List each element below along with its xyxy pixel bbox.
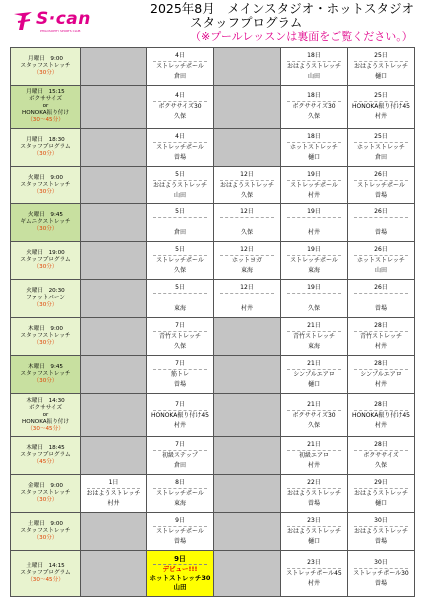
lesson-cell [348, 356, 415, 394]
lesson-teacher: 久保 [240, 229, 253, 237]
schedule-row [11, 280, 415, 318]
lesson-program: 青竹ストレッチ [293, 333, 335, 341]
no-class-cell [81, 550, 147, 596]
special-lesson-cell [147, 550, 214, 596]
class-time: 月曜日 15:15 [26, 89, 65, 96]
lesson-teacher: 曽場 [374, 229, 387, 237]
lesson-program: 筋トレ [170, 371, 189, 379]
lesson-date: 25日 [354, 51, 408, 62]
class-label [11, 204, 81, 242]
lesson-date: 19日 [287, 283, 341, 294]
lesson-cell [348, 318, 415, 356]
lesson-teacher: 曽場 [374, 579, 387, 587]
class-duration: （30分） [33, 150, 58, 157]
lesson-date: 12日 [220, 207, 274, 218]
no-class-cell [81, 204, 147, 242]
no-class-cell [81, 394, 147, 437]
scan-logo [12, 8, 90, 36]
class-time: 木曜日 14:30 [26, 397, 65, 404]
no-class-cell [214, 48, 281, 86]
class-time: 木曜日 9:00 [28, 326, 63, 333]
lesson-program: ホットヨガ [231, 257, 262, 265]
schedule-row [11, 474, 415, 512]
lesson-cell [214, 204, 281, 242]
lesson-program: ボクササイズ30 [292, 411, 336, 419]
lesson-program: ストレッチポール [290, 181, 338, 189]
lesson-date: 19日 [287, 245, 341, 256]
class-name: スタッフストレッチ [20, 489, 71, 496]
lesson-cell [348, 474, 415, 512]
lesson-date: 25日 [354, 91, 408, 102]
class-name: スタッフプログラム [20, 143, 71, 150]
no-class-cell [81, 512, 147, 550]
lesson-program: ストレッチポール [156, 143, 204, 151]
lesson-teacher: 倉田 [173, 72, 186, 80]
lesson-teacher: 村井 [307, 579, 320, 587]
class-time: 金曜日 9:00 [28, 482, 63, 489]
lesson-teacher: 東海 [307, 267, 320, 275]
class-duration: （30分） [33, 378, 58, 385]
lesson-cell [281, 204, 348, 242]
lesson-date: 28日 [354, 321, 408, 332]
lesson-cell [348, 394, 415, 437]
header [0, 0, 424, 46]
lesson-program: おはようストレッチ [354, 62, 408, 70]
class-label [11, 436, 81, 474]
lesson-date: 25日 [354, 132, 408, 143]
no-class-cell [214, 318, 281, 356]
lesson-program: おはようストレッチ [86, 489, 141, 497]
lesson-cell [348, 166, 415, 204]
lesson-teacher: 山田 [374, 267, 387, 275]
lesson-teacher: 久保 [240, 191, 253, 199]
schedule-row [11, 512, 415, 550]
lesson-cell [147, 356, 214, 394]
lesson-date: 12日 [220, 283, 274, 294]
lesson-teacher: 久保 [307, 421, 320, 429]
class-duration: （30～45分） [27, 117, 64, 124]
lesson-program: ストレッチポール [156, 62, 204, 70]
lesson-program: HONOKA振り付け45 [351, 103, 410, 111]
no-class-cell [81, 318, 147, 356]
lesson-cell [214, 166, 281, 204]
lesson-date: 28日 [354, 440, 408, 451]
lesson-program: おはようストレッチ [287, 62, 341, 70]
lesson-date: 30日 [354, 558, 408, 569]
lesson-cell [281, 550, 348, 596]
lesson-teacher: 久保 [173, 343, 186, 351]
no-class-cell [214, 512, 281, 550]
lesson-cell [214, 242, 281, 280]
lesson-program: おはようストレッチ [354, 489, 408, 497]
lesson-cell [281, 318, 348, 356]
lesson-teacher: 東海 [173, 305, 186, 313]
class-time: 木曜日 9:45 [28, 364, 63, 371]
class-name-alt: HONOKA振り付け [22, 418, 69, 425]
lesson-teacher: 村井 [240, 305, 253, 313]
lesson-teacher: 村井 [374, 343, 387, 351]
lesson-program: ホットストレッチ [290, 143, 338, 151]
lesson-teacher: 久保 [307, 113, 320, 121]
lesson-date: 28日 [354, 359, 408, 370]
class-duration: （30～45分） [27, 576, 64, 583]
lesson-date: 26日 [354, 170, 408, 181]
lesson-program [281, 294, 347, 304]
lesson-date: 18日 [287, 132, 341, 143]
class-label [11, 318, 81, 356]
lesson-cell [348, 242, 415, 280]
lesson-date: 7日 [153, 321, 207, 332]
lesson-cell [281, 48, 348, 86]
lesson-teacher: 曽場 [374, 537, 387, 545]
lesson-date: 1日 [87, 478, 140, 489]
lesson-date: 5日 [153, 170, 207, 181]
lesson-date: 22日 [287, 478, 341, 489]
lesson-program: 初級エアロ [298, 451, 329, 459]
lesson-program: おはようストレッチ [287, 527, 341, 535]
class-duration: （30分） [33, 226, 58, 233]
lesson-program: ホットストレッチ [357, 257, 405, 265]
lesson-teacher: 村井 [307, 461, 320, 469]
lesson-teacher: 村井 [374, 421, 387, 429]
lesson-cell [348, 550, 415, 596]
no-class-cell [81, 166, 147, 204]
lesson-teacher: 村井 [374, 113, 387, 121]
lesson-date: 5日 [153, 207, 207, 218]
no-class-cell [214, 394, 281, 437]
lesson-teacher: 倉田 [374, 153, 387, 161]
title-line-2: スタッフプログラム [190, 15, 303, 30]
lesson-program: ストレッチポール [156, 489, 204, 497]
lesson-date: 26日 [354, 283, 408, 294]
lesson-program: シンプルエアロ [293, 371, 335, 379]
class-duration: （30分） [33, 340, 58, 347]
class-name: スタッフストレッチ [20, 527, 71, 534]
lesson-program: 青竹ストレッチ [159, 333, 201, 341]
lesson-program: ストレッチポール30 [353, 569, 409, 577]
lesson-teacher: 樋口 [307, 153, 320, 161]
lesson-teacher: 久保 [173, 267, 186, 275]
class-time: 火曜日 9:00 [28, 174, 63, 181]
lesson-date: 5日 [153, 283, 207, 294]
class-name: スタッフストレッチ [20, 371, 71, 378]
lesson-cell [348, 280, 415, 318]
lesson-cell [147, 474, 214, 512]
lesson-cell [348, 128, 415, 166]
no-class-cell [81, 280, 147, 318]
title-note: （※プールレッスンは裏面をご覧ください。） [190, 30, 413, 43]
schedule-row [11, 204, 415, 242]
lesson-date: 9日 [153, 554, 207, 565]
lesson-date: 19日 [287, 207, 341, 218]
lesson-program: HONOKA振り付け45 [150, 411, 209, 419]
lesson-program [214, 294, 280, 304]
lesson-program: おはようストレッチ [220, 181, 274, 189]
schedule-row [11, 550, 415, 596]
lesson-program: ストレッチポール [156, 257, 204, 265]
no-class-cell [81, 48, 147, 86]
class-name: スタッフプログラム [20, 257, 71, 264]
lesson-cell [281, 242, 348, 280]
class-time: 火曜日 20:30 [26, 288, 65, 295]
lesson-program [147, 218, 213, 228]
lesson-date: 26日 [354, 207, 408, 218]
lesson-teacher: 山田 [173, 191, 186, 199]
lesson-date: 4日 [153, 51, 207, 62]
logo-subtext: PHILOSOPHY SPORTS CLUB [40, 29, 81, 33]
lesson-cell [147, 436, 214, 474]
class-label [11, 394, 81, 437]
class-name: スタッフプログラム [20, 569, 71, 576]
class-time: 火曜日 19:00 [26, 250, 65, 257]
lesson-date: 29日 [354, 478, 408, 489]
no-class-cell [81, 436, 147, 474]
lesson-teacher: 倉田 [173, 229, 186, 237]
class-time: 木曜日 18:45 [26, 444, 65, 451]
lesson-date: 21日 [287, 359, 341, 370]
lesson-teacher: 樋口 [307, 381, 320, 389]
lesson-teacher: 久保 [173, 113, 186, 121]
class-label [11, 242, 81, 280]
class-label [11, 474, 81, 512]
lesson-cell [281, 436, 348, 474]
no-class-cell [81, 356, 147, 394]
lesson-date: 23日 [287, 516, 341, 527]
lesson-program: ホットストレッチ [357, 143, 405, 151]
class-time: 火曜日 9:45 [28, 212, 63, 219]
no-class-cell [81, 128, 147, 166]
class-label [11, 128, 81, 166]
class-duration: （45分） [33, 458, 58, 465]
lesson-program: シンプルエアロ [360, 371, 402, 379]
lesson-program: ストレッチポール [290, 257, 338, 265]
lesson-teacher: 倉田 [173, 461, 186, 469]
lesson-teacher: 久保 [307, 305, 320, 313]
lesson-program: ボクササイズ [363, 451, 399, 459]
lesson-date: 23日 [287, 558, 341, 569]
class-name-or: or [42, 411, 49, 418]
debut-badge: デビュー!!! [162, 565, 198, 574]
schedule-row [11, 356, 415, 394]
lesson-teacher: 樋口 [374, 499, 387, 507]
lesson-cell [281, 474, 348, 512]
lesson-program: ストレッチポール [156, 527, 204, 535]
lesson-teacher: 曽場 [374, 191, 387, 199]
lesson-date: 7日 [153, 359, 207, 370]
lesson-teacher: 曽場 [173, 537, 186, 545]
class-duration: （30～45分） [27, 425, 64, 432]
class-name: スタッフストレッチ [20, 181, 71, 188]
lesson-teacher: 村井 [173, 421, 186, 429]
lesson-teacher: 村井 [107, 499, 120, 507]
lesson-date: 4日 [153, 132, 207, 143]
lesson-cell [281, 166, 348, 204]
class-duration: （30分） [33, 496, 58, 503]
lesson-cell [147, 280, 214, 318]
lesson-date: 21日 [287, 440, 341, 451]
no-class-cell [214, 550, 281, 596]
lesson-cell [281, 356, 348, 394]
schedule-row [11, 436, 415, 474]
class-duration: （30分） [33, 302, 58, 309]
lesson-teacher: 樋口 [307, 537, 320, 545]
lesson-cell [348, 85, 415, 128]
lesson-cell [348, 512, 415, 550]
schedule-row [11, 394, 415, 437]
lesson-teacher: 山田 [173, 583, 187, 592]
lesson-date: 12日 [220, 170, 274, 181]
schedule-row [11, 166, 415, 204]
lesson-program: ボクササイズ30 [158, 103, 202, 111]
lesson-program [147, 294, 213, 304]
class-name: ボクササイズ [28, 404, 63, 411]
lesson-date: 19日 [287, 170, 341, 181]
lesson-teacher: 村井 [307, 229, 320, 237]
schedule-row [11, 48, 415, 86]
class-label [11, 512, 81, 550]
class-duration: （30分） [33, 534, 58, 541]
lesson-program [281, 218, 347, 228]
schedule-row [11, 242, 415, 280]
lesson-program: ボクササイズ30 [292, 103, 336, 111]
class-name: ボクササイズ [28, 96, 63, 103]
lesson-program: 青竹ストレッチ [360, 333, 402, 341]
lesson-cell [281, 280, 348, 318]
class-label [11, 550, 81, 596]
title-line-1: 2025年8月 メインスタジオ・ホットスタジオ [150, 1, 415, 16]
class-label [11, 85, 81, 128]
class-label [11, 356, 81, 394]
lesson-cell [147, 85, 214, 128]
lesson-date: 9日 [153, 516, 207, 527]
lesson-cell [281, 512, 348, 550]
lesson-program: おはようストレッチ [153, 181, 207, 189]
lesson-program [214, 218, 280, 228]
no-class-cell [81, 242, 147, 280]
lesson-teacher: 村井 [374, 381, 387, 389]
lesson-teacher: 東海 [240, 267, 253, 275]
no-class-cell [214, 474, 281, 512]
lesson-teacher: 曽場 [307, 499, 320, 507]
lesson-cell [348, 204, 415, 242]
lesson-program: おはようストレッチ [354, 527, 408, 535]
lesson-date: 28日 [354, 400, 408, 411]
class-name: ギムニクストレッチ [20, 219, 71, 226]
class-label [11, 48, 81, 86]
class-time: 月曜日 9:00 [28, 55, 63, 62]
lesson-teacher: 曽場 [173, 381, 186, 389]
lesson-date: 7日 [153, 400, 207, 411]
lesson-date: 21日 [287, 321, 341, 332]
lesson-program: ホットストレッチ30 [149, 574, 211, 583]
lesson-cell [147, 204, 214, 242]
class-duration: （30分） [33, 264, 58, 271]
lesson-cell [281, 85, 348, 128]
lesson-cell [281, 394, 348, 437]
no-class-cell [214, 356, 281, 394]
class-time: 土曜日 9:00 [28, 520, 63, 527]
lesson-program: HONOKA振り付け45 [351, 411, 410, 419]
class-duration: （30分） [33, 69, 58, 76]
lesson-program: ストレッチポール45 [286, 569, 342, 577]
lesson-cell [348, 48, 415, 86]
lesson-date: 18日 [287, 51, 341, 62]
lesson-date: 4日 [153, 91, 207, 102]
class-time: 土曜日 14:15 [26, 562, 65, 569]
lesson-date: 7日 [153, 440, 207, 451]
class-name: スタッフストレッチ [20, 62, 71, 69]
no-class-cell [81, 85, 147, 128]
lesson-date: 21日 [287, 400, 341, 411]
lesson-cell [147, 242, 214, 280]
lesson-cell [348, 436, 415, 474]
lesson-teacher: 村井 [307, 191, 320, 199]
lesson-program [348, 294, 414, 304]
lesson-cell [147, 128, 214, 166]
lesson-teacher: 久保 [374, 461, 387, 469]
lesson-cell [147, 394, 214, 437]
no-class-cell [214, 128, 281, 166]
lesson-cell [81, 474, 147, 512]
schedule-row [11, 318, 415, 356]
lesson-cell [147, 318, 214, 356]
no-class-cell [214, 85, 281, 128]
lesson-teacher: 東海 [173, 499, 186, 507]
lesson-program: ストレッチポール [357, 181, 405, 189]
class-duration: （30分） [33, 188, 58, 195]
lesson-teacher: 曽場 [173, 153, 186, 161]
schedule-table [10, 47, 415, 597]
lesson-program [348, 218, 414, 228]
page-title [150, 2, 420, 43]
lesson-cell [281, 128, 348, 166]
lesson-date: 5日 [153, 245, 207, 256]
lesson-date: 26日 [354, 245, 408, 256]
schedule-row [11, 128, 415, 166]
class-label [11, 280, 81, 318]
class-name: スタッフストレッチ [20, 333, 71, 340]
lesson-date: 18日 [287, 91, 341, 102]
lesson-teacher: 曽場 [374, 305, 387, 313]
lesson-cell [147, 512, 214, 550]
lesson-program: おはようストレッチ [287, 489, 341, 497]
lesson-cell [147, 166, 214, 204]
lesson-teacher: 東海 [307, 343, 320, 351]
lesson-cell [214, 280, 281, 318]
class-label [11, 166, 81, 204]
class-name: スタッフプログラム [20, 451, 71, 458]
class-name: ファットバーン [26, 295, 65, 302]
logo-mark-icon [12, 8, 38, 34]
logo-text: S·can [36, 9, 91, 29]
lesson-date: 12日 [220, 245, 274, 256]
lesson-cell [147, 48, 214, 86]
schedule-row [11, 85, 415, 128]
class-name-or: or [42, 103, 49, 110]
lesson-teacher: 樋口 [374, 72, 387, 80]
lesson-date: 30日 [354, 516, 408, 527]
class-time: 月曜日 18:30 [26, 136, 65, 143]
class-name-alt: HONOKA振り付け [22, 110, 69, 117]
lesson-program: 初級ステップ [162, 451, 198, 459]
lesson-date: 8日 [153, 478, 207, 489]
lesson-teacher: 山田 [307, 72, 320, 80]
no-class-cell [214, 436, 281, 474]
